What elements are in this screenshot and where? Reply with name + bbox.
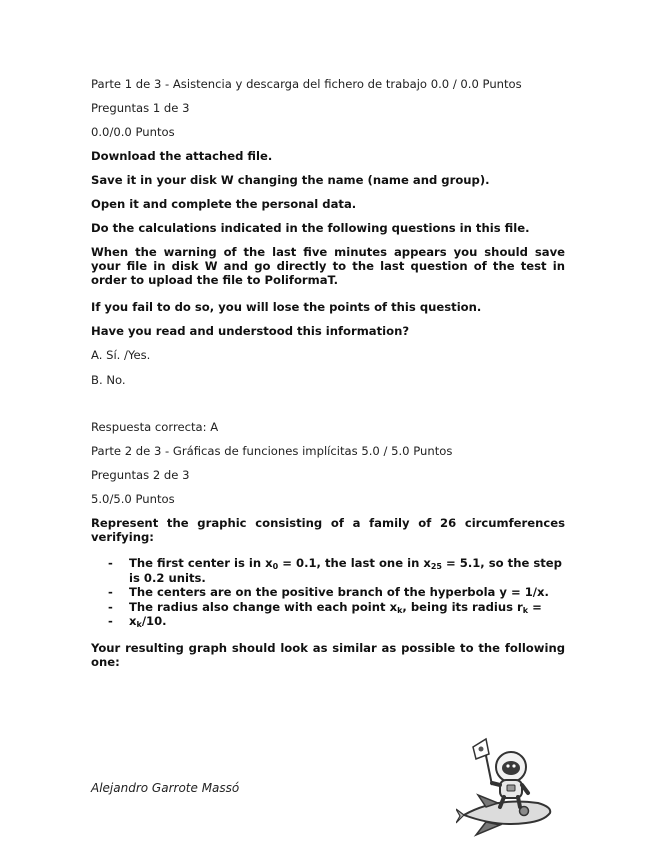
- correct-answer: Respuesta correcta: A: [91, 420, 219, 434]
- part1-header: Parte 1 de 3 - Asistencia y descarga del fichero de trabajo 0.0 / 0.0 Puntos: [91, 77, 522, 91]
- instruction-save: Save it in your disk W changing the name (name and group).: [91, 173, 490, 187]
- requirement-centers-range: - The first center is in $x_0 = 0.1$, the last one in $x_{25} = 5.1$, so the step is 0.2 units.: [108, 556, 562, 585]
- part1-points: 0.0/0.0 Puntos: [91, 125, 175, 139]
- requirement-radius: - The radius also change with each point $x_k$, being its radius $r_k$ =: [108, 599, 542, 615]
- instruction-download: Download the attached file.: [91, 149, 273, 163]
- requirements-list: [108, 556, 568, 629]
- astronaut-rocket-mascot: [456, 737, 556, 841]
- instruction-calculate: Do the calculations indicated in the following questions in this file.: [91, 221, 530, 235]
- requirement-hyperbola: - The centers are on the positive branch of the hyperbola y = 1/x.: [108, 585, 549, 600]
- option-b: B. No.: [91, 373, 126, 387]
- option-a: A. Sí. /Yes.: [91, 348, 151, 362]
- part2-closing: Your resulting graph should look as similar as possible to the following one:: [91, 641, 565, 669]
- question-understood: Have you read and understood this information?: [91, 324, 410, 338]
- part2-header: Parte 2 de 3 - Gráficas de funciones implícitas 5.0 / 5.0 Puntos: [91, 444, 453, 458]
- part2-points: 5.0/5.0 Puntos: [91, 492, 175, 506]
- author-name: Alejandro Garrote Massó: [91, 781, 240, 795]
- instruction-fail: If you fail to do so, you will lose the points of this question.: [91, 300, 482, 314]
- requirement-radius-formula: - $x_k/10$.: [108, 614, 167, 630]
- part2-questions-count: Preguntas 2 de 3: [91, 468, 190, 482]
- part2-intro: Represent the graphic consisting of a family of 26 circumferences verifying:: [91, 516, 565, 544]
- part1-questions-count: Preguntas 1 de 3: [91, 101, 190, 115]
- instruction-open: Open it and complete the personal data.: [91, 197, 357, 211]
- instruction-warning: When the warning of the last five minutes appears you should save your file in disk W and go directly to the last question of the test in order to upload the file to PoliformaT.: [91, 245, 565, 287]
